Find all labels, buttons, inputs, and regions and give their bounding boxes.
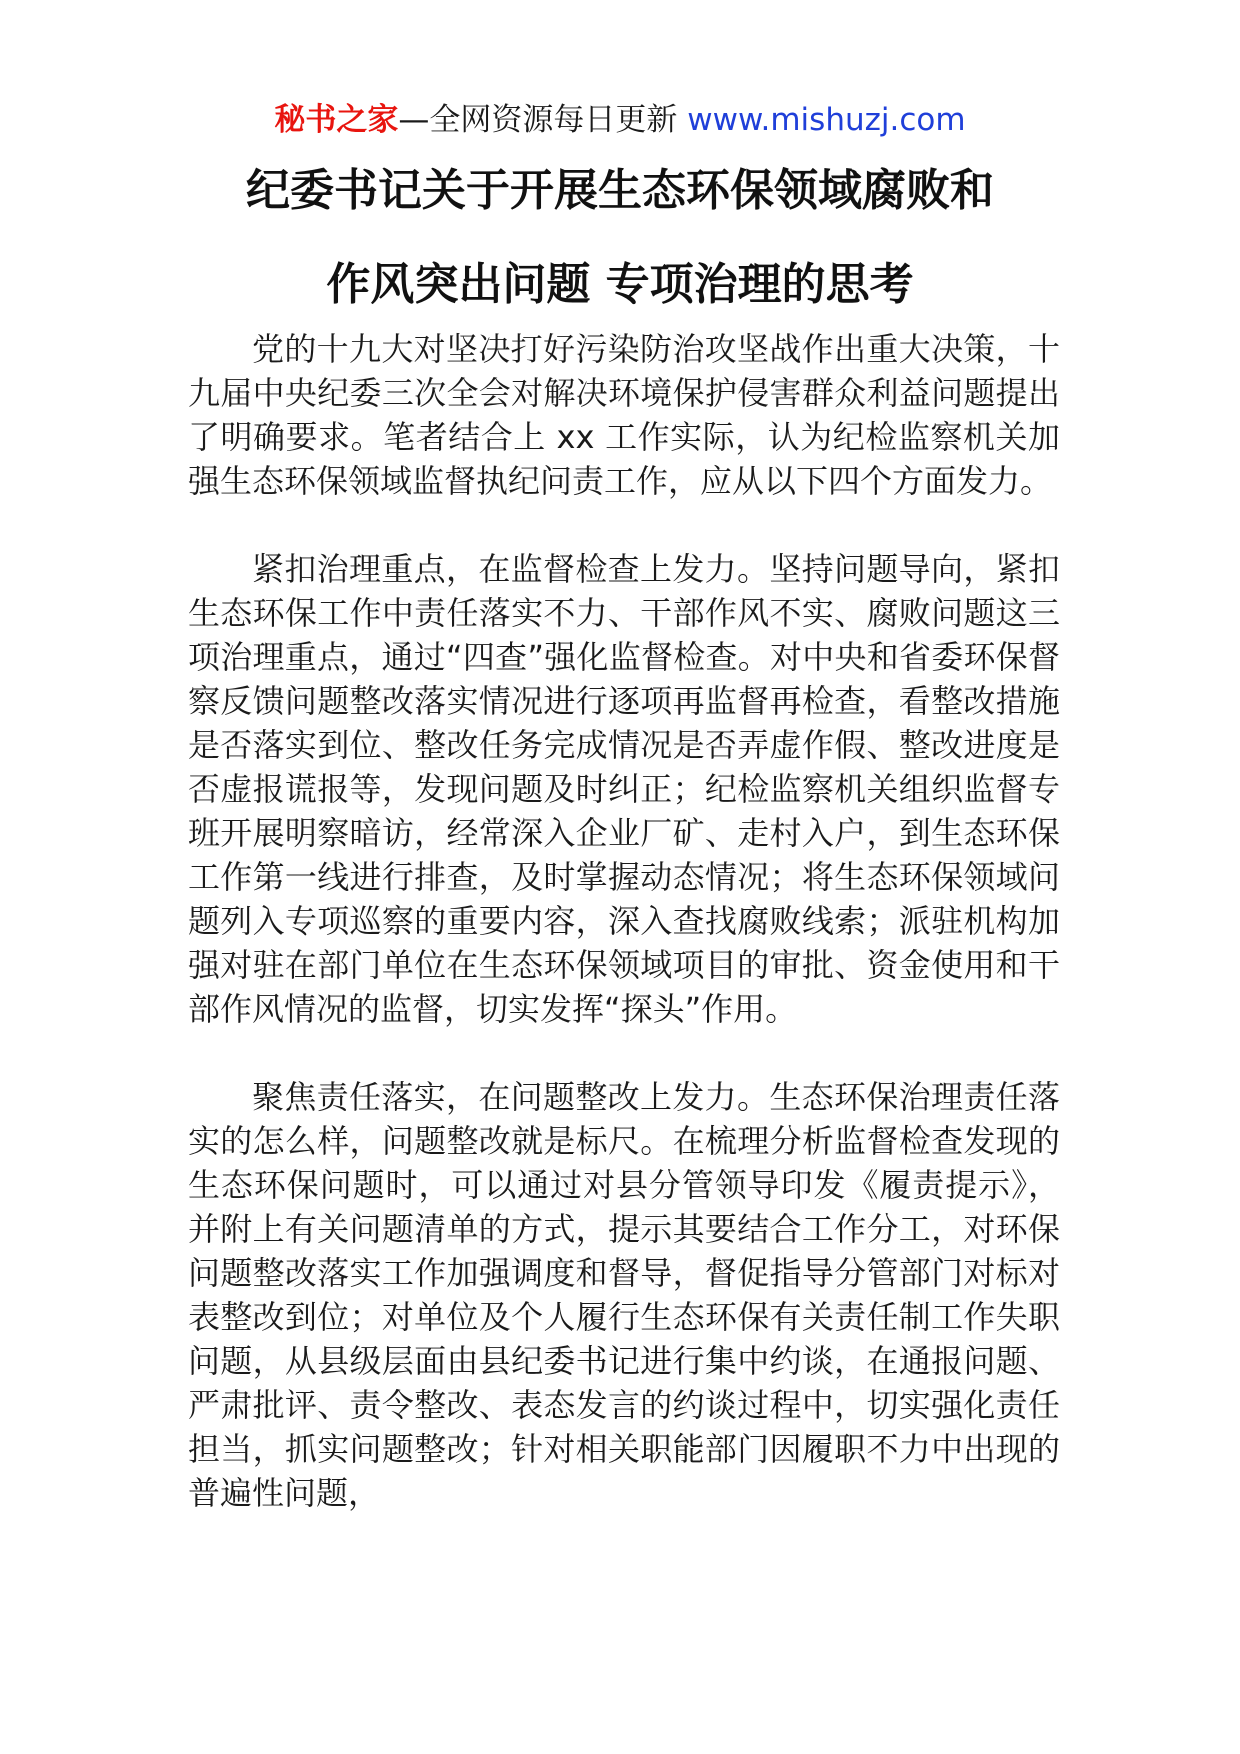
brand-name: 秘书之家 <box>274 102 399 138</box>
document-title-line-1: 纪委书记关于开展生态环保领域腐败和 <box>246 165 994 216</box>
body-paragraph-1: 党的十九大对坚决打好污染防治攻坚战作出重大决策，十九届中央纪委三次全会对解决环境保护侵害群众利益问题提出了明确要求。笔者结合上 xx 工作实际，认为纪检监察机关加强生态环保领域监督执纪问责工作，应从以下四个方面发力。 <box>188 330 1060 500</box>
document-title-line-2: 作风突出问题 专项治理的思考 <box>326 259 914 310</box>
document-body <box>188 327 1060 1559</box>
site-header <box>0 100 1240 140</box>
header-tagline: —全网资源每日更新 <box>398 102 688 138</box>
body-paragraph-3: 聚焦责任落实，在问题整改上发力。生态环保治理责任落实的怎么样，问题整改就是标尺。在梳理分析监督检查发现的生态环保问题时，可以通过对县分管领导印发《履责提示》，并附上有关问题清单的方式，提示其要结合工作分工，对环保问题整改落实工作加强调度和督导，督促指导分管部门对标对表整改到位；对单位及个人履行生态环保有关责任制工作失职问题，从县级层面由县纪委书记进行集中约谈，在通报问题、严肃批评、责令整改、表态发言的约谈过程中，切实强化责任担当，抓实问题整改；针对相关职能部门因履职不力中出现的普遍性问题， <box>188 1078 1060 1512</box>
body-paragraph-2: 紧扣治理重点，在监督检查上发力。坚持问题导向，紧扣生态环保工作中责任落实不力、干部作风不实、腐败问题这三项治理重点，通过“四查”强化监督检查。对中央和省委环保督察反馈问题整改落实情况进行逐项再监督再检查，看整改措施是否落实到位、整改任务完成情况是否弄虚作假、整改进度是否虚报谎报等，发现问题及时纠正；纪检监察机关组织监督专班开展明察暗访，经常深入企业厂矿、走村入户，到生态环保工作第一线进行排查，及时掌握动态情况；将生态环保领域问题列入专项巡察的重要内容，深入查找腐败线索；派驻机构加强对驻在部门单位在生态环保领域项目的审批、资金使用和干部作风情况的监督，切实发挥“探头”作用。 <box>188 550 1060 1028</box>
site-url-link[interactable]: www.mishuzj.com <box>687 102 966 138</box>
